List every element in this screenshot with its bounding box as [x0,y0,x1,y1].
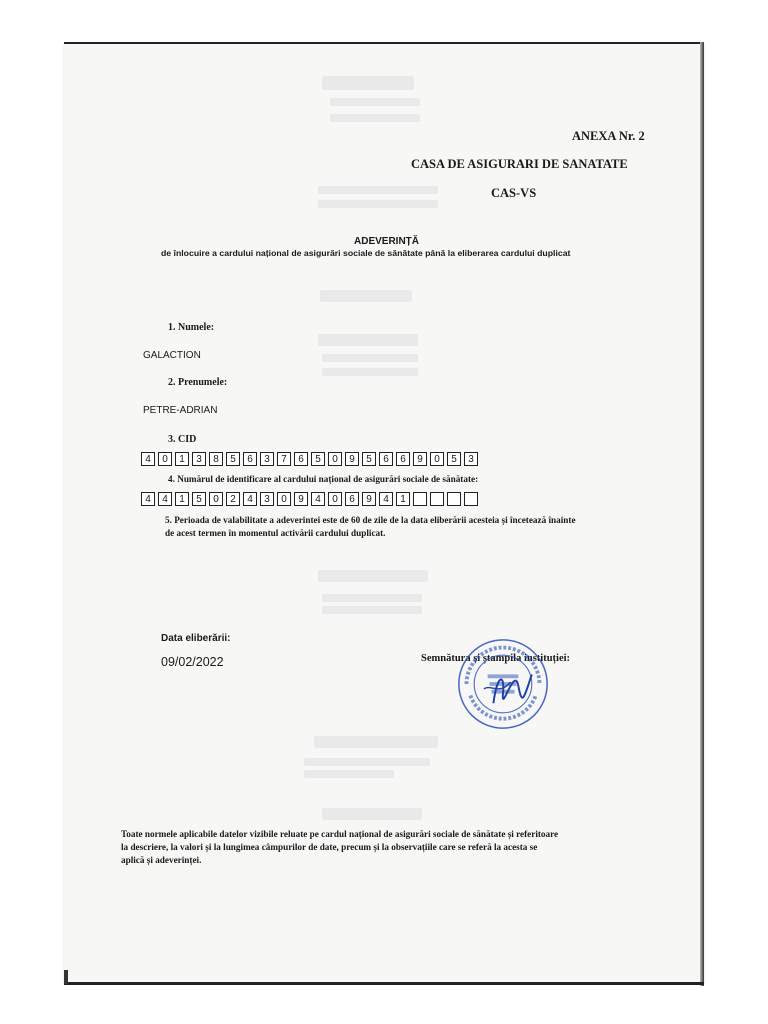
page-edge-bottom [64,982,704,985]
cid-digit-box: 5 [362,452,376,466]
card-number-label: 4. Numărul de identificare al cardului național de asigurări sociale de sănătate: [168,474,479,484]
card-digit-box [413,492,427,506]
firstname-label: 2. Prenumele: [168,377,228,388]
bleed-through-mark [322,76,414,90]
bleed-through-mark [304,758,430,766]
document-subtitle: de înlocuire a cardului național de asigurări sociale de sănătate până la eliberarea cardului duplicat [161,248,571,258]
bleed-through-mark [330,98,420,106]
cid-digit-box: 0 [328,452,342,466]
cid-digit-box: 3 [192,452,206,466]
cid-digit-box: 6 [243,452,257,466]
bleed-through-mark [330,114,420,122]
annex-number: ANEXA Nr. 2 [572,129,645,143]
cid-digit-box: 0 [430,452,444,466]
footer-note-line1: Toate normele aplicabile datelor vizibile reluate pe cardul național de asigurări sociale de sănătate și referitoare [121,829,559,839]
cid-digit-box: 6 [396,452,410,466]
page-edge-top [64,42,704,44]
card-number-digit-boxes [141,492,481,506]
footer-note-line2: la descriere, la valori și la lungimea câmpurilor de date, precum și la observațiile care se referă la acesta se [121,842,538,852]
document-title: ADEVERINȚĂ [354,236,420,247]
bleed-through-mark [322,368,418,376]
cid-digit-box: 4 [141,452,155,466]
surname-label: 1. Numele: [168,322,215,333]
cid-digit-box: 7 [277,452,291,466]
cid-digit-box: 5 [226,452,240,466]
card-digit-box: 3 [260,492,274,506]
card-digit-box: 5 [192,492,206,506]
issue-date-value: 09/02/2022 [161,655,224,669]
cid-digit-box: 6 [294,452,308,466]
card-digit-box: 4 [379,492,393,506]
card-digit-box: 4 [311,492,325,506]
bleed-through-mark [318,200,438,208]
card-digit-box: 6 [345,492,359,506]
bleed-through-mark [318,186,438,194]
validity-text-line1: 5. Perioada de valabilitate a adeverintei este de 60 de zile de la data eliberării acesteia și încetează înainte [165,515,576,525]
bleed-through-mark [322,606,422,614]
firstname-value: PETRE-ADRIAN [143,405,218,416]
branch-code: CAS-VS [491,186,537,200]
cid-label: 3. CID [168,434,197,445]
cid-digit-box: 8 [209,452,223,466]
cid-digit-box: 3 [260,452,274,466]
bleed-through-mark [318,570,428,582]
surname-value: GALACTION [143,350,201,361]
page-edge-left [64,970,68,984]
cid-digit-box: 0 [158,452,172,466]
page-edge-right [700,42,704,986]
cid-digit-box: 5 [311,452,325,466]
cid-digit-box: 1 [175,452,189,466]
card-digit-box: 1 [175,492,189,506]
card-digit-box: 4 [158,492,172,506]
card-digit-box: 1 [396,492,410,506]
cid-digit-boxes [141,452,481,466]
card-digit-box: 0 [277,492,291,506]
card-digit-box: 4 [141,492,155,506]
validity-text-line2: de acest termen în momentul activării cardului duplicat. [165,528,386,538]
institution-name: CASA DE ASIGURARI DE SANATATE [411,157,628,171]
card-digit-box: 0 [209,492,223,506]
bleed-through-mark [318,334,418,346]
cid-digit-box: 9 [345,452,359,466]
bleed-through-mark [322,354,418,362]
cid-digit-box: 3 [464,452,478,466]
footer-note-line3: aplică și adeverinței. [121,855,202,865]
card-digit-box [430,492,444,506]
institution-stamp [455,636,551,732]
bleed-through-mark [304,770,394,778]
card-digit-box: 9 [362,492,376,506]
card-digit-box: 4 [243,492,257,506]
issue-date-label: Data eliberării: [161,633,231,644]
card-digit-box: 9 [294,492,308,506]
cid-digit-box: 5 [447,452,461,466]
card-digit-box [447,492,461,506]
cid-digit-box: 6 [379,452,393,466]
bleed-through-mark [322,808,422,820]
card-digit-box: 2 [226,492,240,506]
card-digit-box: 0 [328,492,342,506]
bleed-through-mark [322,594,422,602]
card-digit-box [464,492,478,506]
signature-label: Semnătura și ștampila instituției: [421,653,571,664]
bleed-through-mark [320,290,412,302]
bleed-through-mark [314,736,438,748]
cid-digit-box: 9 [413,452,427,466]
